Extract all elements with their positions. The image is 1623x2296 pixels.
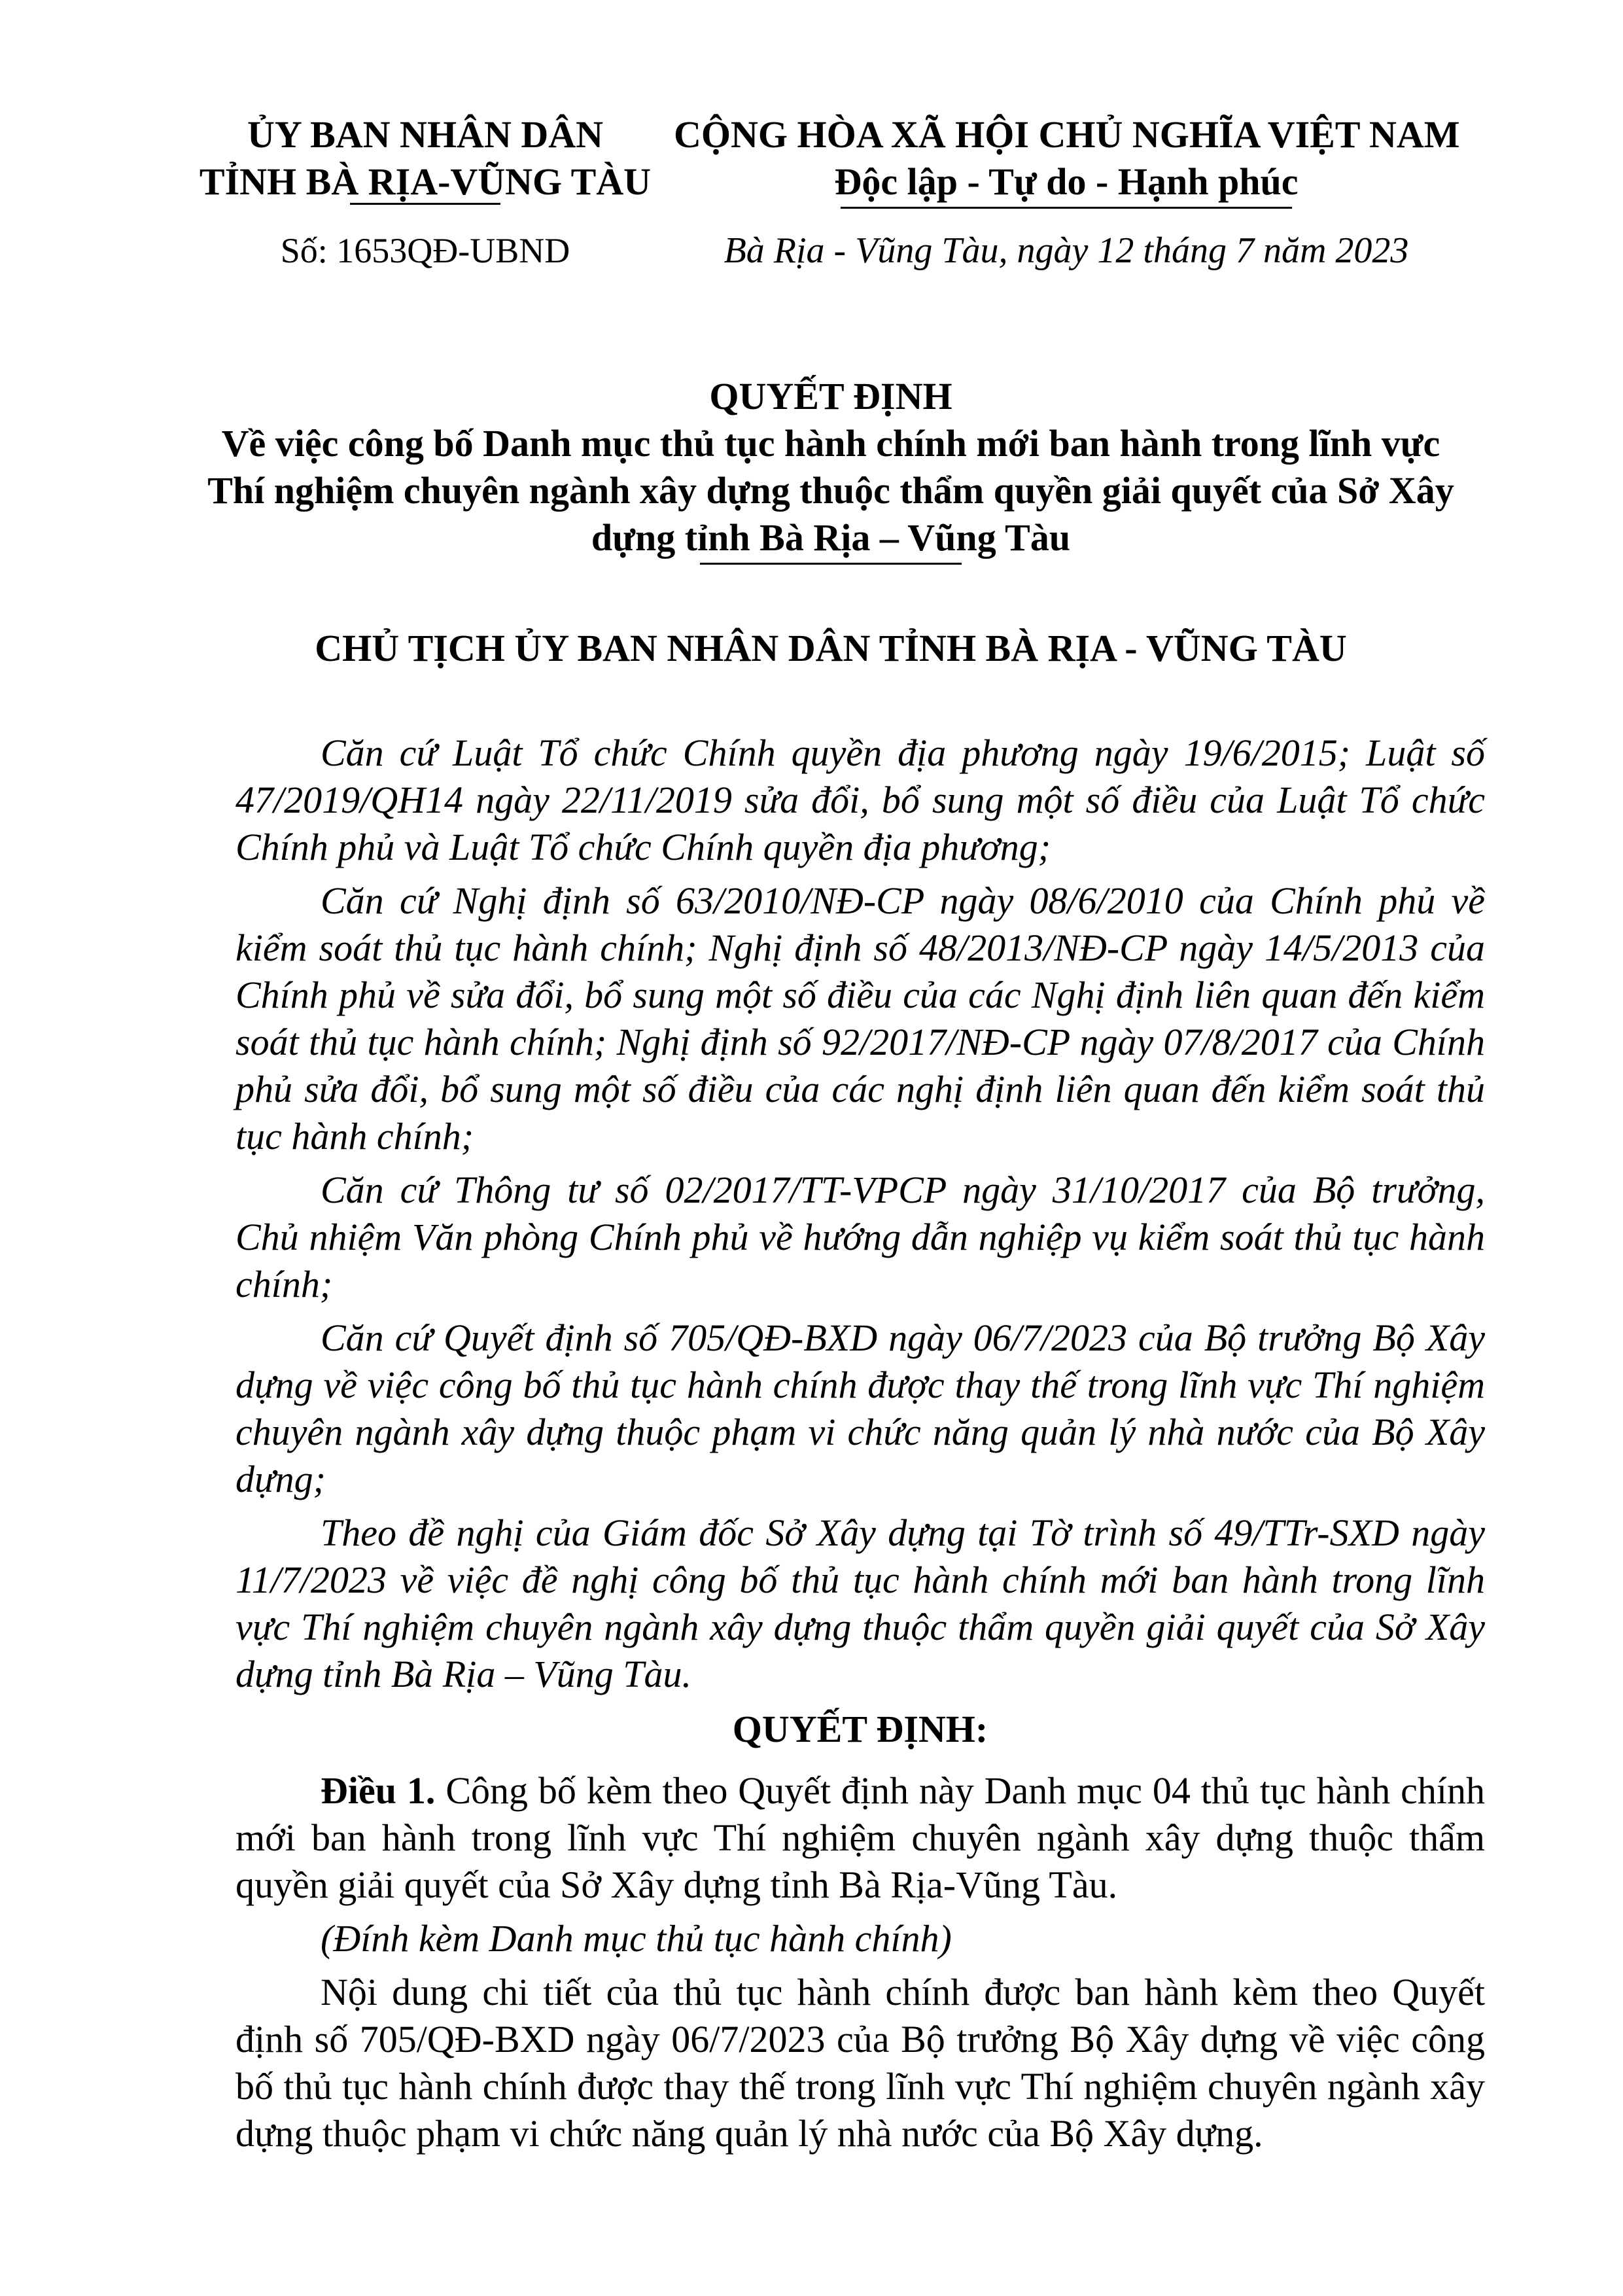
article-1-detail: Nội dung chi tiết của thủ tục hành chính được ban hành kèm theo Quyết định số 705/QĐ-BXD ngày 06/7/2023 của Bộ trưởng Bộ Xây dựng về việc công bố thủ tục hành chính được thay thế trong lĩnh vực Thí nghiệm chuyên ngành xây dựng thuộc phạm vi chức năng quản lý nhà nước của Bộ Xây dựng. — [236, 1971, 1485, 2155]
decides-heading: QUYẾT ĐỊNH: — [732, 1708, 988, 1750]
title-underline — [700, 563, 962, 565]
legal-basis-5: Theo đề nghị của Giám đốc Sở Xây dựng tại Tờ trình số 49/TTr-SXD ngày 11/7/2023 về việc đề nghị công bố thủ tục hành chính mới ban hành trong lĩnh vực Thí nghiệm chuyên ngành xây dựng thuộc thẩm quyền giải quyết của Sở Xây dựng tỉnh Bà Rịa – Vũng Tàu. — [236, 1511, 1485, 1695]
agency-line-1: ỦY BAN NHÂN DÂN — [247, 113, 603, 156]
article-1-label: Điều 1. — [321, 1769, 436, 1812]
document-date: Bà Rịa - Vũng Tàu, ngày 12 tháng 7 năm 2023 — [724, 230, 1409, 271]
document-body — [236, 730, 1485, 2164]
document-header — [0, 111, 1623, 281]
document-kind: QUYẾT ĐỊNH — [709, 375, 952, 417]
legal-basis-4: Căn cứ Quyết định số 705/QĐ-BXD ngày 06/7/2023 của Bộ trưởng Bộ Xây dựng về việc công bố thủ tục hành chính được thay thế trong lĩnh vực Thí nghiệm chuyên ngành xây dựng thuộc phạm vi chức năng quản lý nhà nước của Bộ Xây dựng; — [236, 1316, 1485, 1500]
article-1 — [236, 1767, 1485, 1909]
document-subject: Về việc công bố Danh mục thủ tục hành chính mới ban hành trong lĩnh vực Thí nghiệm chuyên ngành xây dựng thuộc thẩm quyền giải quyết của Sở Xây dựng tỉnh Bà Rịa – Vũng Tàu — [207, 422, 1454, 559]
national-motto — [674, 111, 1459, 209]
motto: Độc lập - Tự do - Hạnh phúc — [834, 160, 1299, 203]
document-number: Số: 1653QĐ-UBND — [280, 231, 570, 270]
nation-name: CỘNG HÒA XÃ HỘI CHỦ NGHĨA VIỆT NAM — [674, 113, 1460, 156]
legal-basis-2: Căn cứ Nghị định số 63/2010/NĐ-CP ngày 08/6/2010 của Chính phủ về kiểm soát thủ tục hành chính; Nghị định số 48/2013/NĐ-CP ngày 14/5/2013 của Chính phủ về sửa đổi, bổ sung một số điều của các Nghị định liên quan đến kiểm soát thủ tục hành chính; Nghị định số 92/2017/NĐ-CP ngày 07/8/2017 của Chính phủ sửa đổi, bổ sung một số điều của các nghị định liên quan đến kiểm soát thủ tục hành chính; — [236, 879, 1485, 1157]
attachment-note: (Đính kèm Danh mục thủ tục hành chính) — [321, 1917, 952, 1960]
issuing-agency — [196, 111, 654, 205]
legal-basis-3: Căn cứ Thông tư số 02/2017/TT-VPCP ngày 31/10/2017 của Bộ trưởng, Chủ nhiệm Văn phòng Chính phủ về hướng dẫn nghiệp vụ kiểm soát thủ tục hành chính; — [236, 1169, 1485, 1305]
issuing-authority: CHỦ TỊCH ỦY BAN NHÂN DÂN TỈNH BÀ RỊA - VŨNG TÀU — [315, 627, 1347, 669]
article-1-text: Công bố kèm theo Quyết định này Danh mục 04 thủ tục hành chính mới ban hành trong lĩnh vực Thí nghiệm chuyên ngành xây dựng thuộc thẩm quyền giải quyết của Sở Xây dựng tỉnh Bà Rịa-Vũng Tàu. — [236, 1769, 1486, 1906]
motto-underline — [841, 207, 1292, 209]
agency-line-2: TỈNH BÀ RỊA-VŨNG TÀU — [199, 160, 652, 203]
document-title-block — [190, 373, 1472, 565]
legal-basis-1: Căn cứ Luật Tổ chức Chính quyền địa phương ngày 19/6/2015; Luật số 47/2019/QH14 ngày 22/11/2019 sửa đổi, bổ sung một số điều của Luật Tổ chức Chính phủ và Luật Tổ chức Chính quyền địa phương; — [236, 732, 1485, 868]
